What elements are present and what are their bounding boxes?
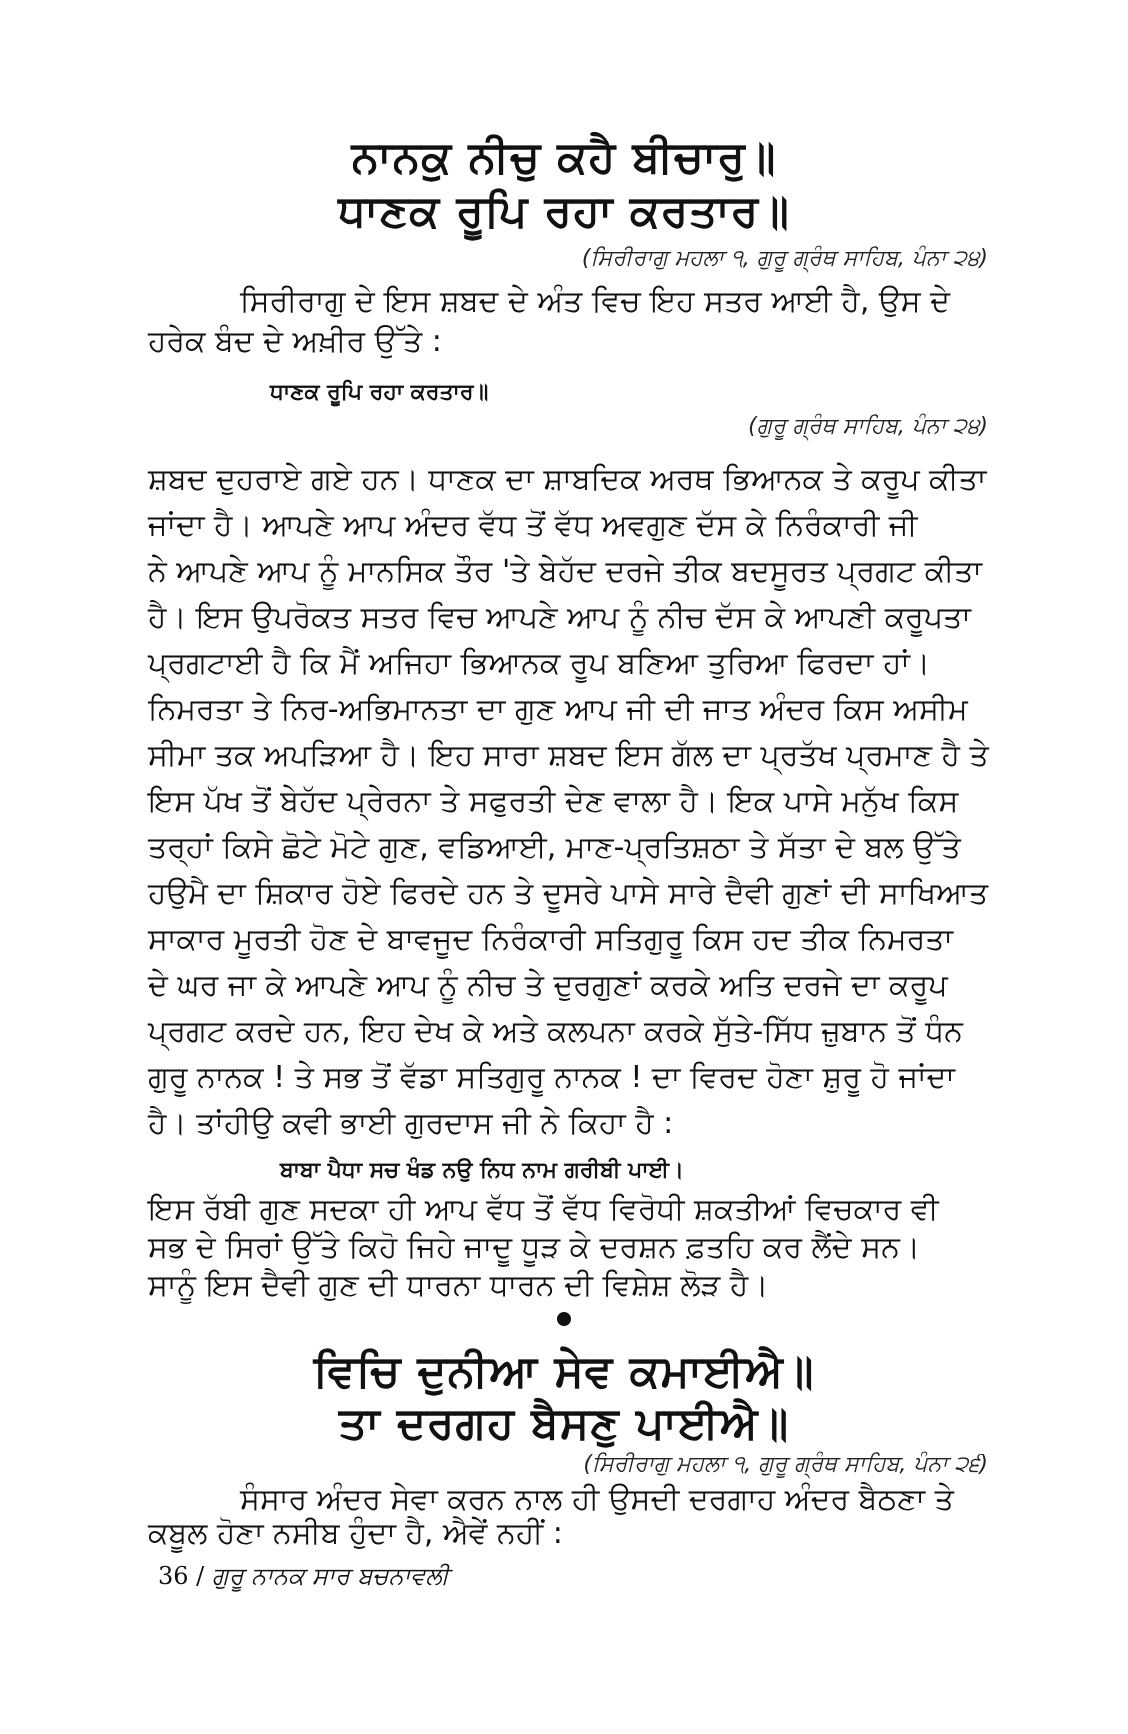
- body-line: ਸ਼ਬਦ ਦੁਹਰਾਏ ਗਏ ਹਨ। ਧਾਣਕ ਦਾ ਸ਼ਾਬਦਿਕ ਅਰਥ ਭਿਆਨਕ ਤੇ ਕਰੂਪ ਕੀਤਾ: [148, 462, 987, 497]
- closing-line: ਸਭ ਦੇ ਸਿਰਾਂ ਉੱਤੇ ਕਿਹੋ ਜਿਹੇ ਜਾਦੂ ਧੂੜ ਕੇ ਦਰਸ਼ਨ ਫ਼ਤਹਿ ਕਰ ਲੈਂਦੇ ਸਨ।: [148, 1230, 921, 1265]
- body-line: ਨੇ ਆਪਣੇ ਆਪ ਨੂੰ ਮਾਨਸਿਕ ਤੌਰ 'ਤੇ ਬੇਹੱਦ ਦਰਜੇ ਤੀਕ ਬਦਸੂਰਤ ਪ੍ਰਗਟ ਕੀਤਾ: [148, 554, 983, 589]
- quote-citation: (ਗੁਰੂ ਗ੍ਰੰਥ ਸਾਹਿਬ, ਪੰਨਾ ੨੪): [748, 414, 988, 439]
- section1-citation: (ਸਿਰੀਰਾਗੁ ਮਹਲਾ ੧, ਗੁਰੂ ਗ੍ਰੰਥ ਸਾਹਿਬ, ਪੰਨਾ ੨੪): [581, 246, 988, 271]
- book-title: ਗੁਰੂ ਨਾਨਕ ਸਾਰ ਬਚਨਾਵਲੀ: [211, 1562, 449, 1590]
- quote-line: ਧਾਣਕ ਰੂਪਿ ਰਹਾ ਕਰਤਾਰ॥: [270, 380, 489, 405]
- body-line: ਪ੍ਰਗਟਾਈ ਹੈ ਕਿ ਮੈਂ ਅਜਿਹਾ ਭਿਆਨਕ ਰੂਪ ਬਣਿਆ ਤੁਰਿਆ ਫਿਰਦਾ ਹਾਂ।: [148, 646, 931, 681]
- page-footer: [158, 1562, 449, 1590]
- section2-line: ਸੰਸਾਰ ਅੰਦਰ ਸੇਵਾ ਕਰਨ ਨਾਲ ਹੀ ਉਸਦੀ ਦਰਗਾਹ ਅੰਦਰ ਬੈਠਣਾ ਤੇ: [240, 1482, 954, 1517]
- section2-citation: (ਸਿਰੀਰਾਗੁ ਮਹਲਾ ੧, ਗੁਰੂ ਗ੍ਰੰਥ ਸਾਹਿਬ, ਪੰਨਾ ੨੬): [583, 1452, 988, 1477]
- body-line: ਪ੍ਰਗਟ ਕਰਦੇ ਹਨ, ਇਹ ਦੇਖ ਕੇ ਅਤੇ ਕਲਪਨਾ ਕਰਕੇ ਸੁੱਤੇ-ਸਿੱਧ ਜ਼ੁਬਾਨ ਤੋਂ ਧੰਨ: [148, 1014, 963, 1049]
- section1-heading-line2: ਧਾਣਕ ਰੂਪਿ ਰਹਾ ਕਰਤਾਰ॥: [338, 186, 790, 237]
- section1-heading-line1: ਨਾਨਕੁ ਨੀਚੁ ਕਹੈ ਬੀਚਾਰੁ॥: [351, 132, 777, 183]
- section-separator-bullet: [557, 1312, 571, 1326]
- body-line: ਹਉਮੈ ਦਾ ਸ਼ਿਕਾਰ ਹੋਏ ਫਿਰਦੇ ਹਨ ਤੇ ਦੂਸਰੇ ਪਾਸੇ ਸਾਰੇ ਦੈਵੀ ਗੁਣਾਂ ਦੀ ਸਾਖਿਆਤ: [148, 876, 989, 911]
- page-number: 36 /: [158, 1562, 205, 1590]
- section2-heading-line2: ਤਾ ਦਰਗਹ ਬੈਸਣੁ ਪਾਈਐ॥: [338, 1398, 790, 1449]
- body-line: ਸਾਕਾਰ ਮੂਰਤੀ ਹੋਣ ਦੇ ਬਾਵਜੂਦ ਨਿਰੰਕਾਰੀ ਸਤਿਗੁਰੂ ਕਿਸ ਹਦ ਤੀਕ ਨਿਮਰਤਾ: [148, 922, 954, 957]
- body-line: ਹੈ। ਤਾਂਹੀਉ ਕਵੀ ਭਾਈ ਗੁਰਦਾਸ ਜੀ ਨੇ ਕਿਹਾ ਹੈ :: [148, 1106, 674, 1141]
- body-line: ਇਸ ਪੱਖ ਤੋਂ ਬੇਹੱਦ ਪ੍ਰੇਰਨਾ ਤੇ ਸਫੁਰਤੀ ਦੇਣ ਵਾਲਾ ਹੈ। ਇਕ ਪਾਸੇ ਮਨੁੱਖ ਕਿਸ: [148, 784, 959, 819]
- body-line: ਸੀਮਾ ਤਕ ਅਪੜਿਆ ਹੈ। ਇਹ ਸਾਰਾ ਸ਼ਬਦ ਇਸ ਗੱਲ ਦਾ ਪ੍ਰਤੱਖ ਪ੍ਰਮਾਣ ਹੈ ਤੇ: [148, 738, 989, 773]
- body-line: ਗੁਰੂ ਨਾਨਕ ! ਤੇ ਸਭ ਤੋਂ ਵੱਡਾ ਸਤਿਗੁਰੂ ਨਾਨਕ ! ਦਾ ਵਿਰਦ ਹੋਣਾ ਸ਼ੁਰੂ ਹੋ ਜਾਂਦਾ: [148, 1060, 955, 1095]
- closing-line: ਸਾਨੂੰ ਇਸ ਦੈਵੀ ਗੁਣ ਦੀ ਧਾਰਨਾ ਧਾਰਨ ਦੀ ਵਿਸ਼ੇਸ਼ ਲੋੜ ਹੈ।: [148, 1268, 769, 1303]
- body-line: ਜਾਂਦਾ ਹੈ। ਆਪਣੇ ਆਪ ਅੰਦਰ ਵੱਧ ਤੋਂ ਵੱਧ ਅਵਗੁਣ ਦੱਸ ਕੇ ਨਿਰੰਕਾਰੀ ਜੀ: [148, 508, 918, 543]
- section2-heading-line1: ਵਿਚਿ ਦੁਨੀਆ ਸੇਵ ਕਮਾਈਐ॥: [313, 1346, 815, 1397]
- intro-line: ਹਰੇਕ ਬੰਦ ਦੇ ਅਖ਼ੀਰ ਉੱਤੇ :: [148, 324, 442, 359]
- body-line: ਦੇ ਘਰ ਜਾ ਕੇ ਆਪਣੇ ਆਪ ਨੂੰ ਨੀਚ ਤੇ ਦੁਰਗੁਣਾਂ ਕਰਕੇ ਅਤਿ ਦਰਜੇ ਦਾ ਕਰੂਪ: [148, 968, 948, 1003]
- section2-line: ਕਬੂਲ ਹੋਣਾ ਨਸੀਬ ਹੁੰਦਾ ਹੈ, ਐਵੇਂ ਨਹੀਂ :: [148, 1516, 563, 1551]
- body-line: ਤਰ੍ਹਾਂ ਕਿਸੇ ਛੋਟੇ ਮੋਟੇ ਗੁਣ, ਵਡਿਆਈ, ਮਾਣ-ਪ੍ਰਤਿਸ਼ਠਾ ਤੇ ਸੱਤਾ ਦੇ ਬਲ ਉੱਤੇ: [148, 830, 961, 865]
- quote-line: ਬਾਬਾ ਪੈਧਾ ਸਚ ਖੰਡ ਨਉ ਨਿਧ ਨਾਮ ਗਰੀਬੀ ਪਾਈ।: [280, 1158, 684, 1183]
- intro-line: ਸਿਰੀਰਾਗੁ ਦੇ ਇਸ ਸ਼ਬਦ ਦੇ ਅੰਤ ਵਿਚ ਇਹ ਸਤਰ ਆਈ ਹੈ, ਉਸ ਦੇ: [240, 284, 950, 319]
- body-line: ਨਿਮਰਤਾ ਤੇ ਨਿਰ-ਅਭਿਮਾਨਤਾ ਦਾ ਗੁਣ ਆਪ ਜੀ ਦੀ ਜਾਤ ਅੰਦਰ ਕਿਸ ਅਸੀਮ: [148, 692, 968, 727]
- closing-line: ਇਸ ਰੱਬੀ ਗੁਣ ਸਦਕਾ ਹੀ ਆਪ ਵੱਧ ਤੋਂ ਵੱਧ ਵਿਰੋਧੀ ਸ਼ਕਤੀਆਂ ਵਿਚਕਾਰ ਵੀ: [148, 1192, 939, 1227]
- body-line: ਹੈ। ਇਸ ਉਪਰੋਕਤ ਸਤਰ ਵਿਚ ਆਪਣੇ ਆਪ ਨੂੰ ਨੀਚ ਦੱਸ ਕੇ ਆਪਣੀ ਕਰੂਪਤਾ: [148, 600, 971, 635]
